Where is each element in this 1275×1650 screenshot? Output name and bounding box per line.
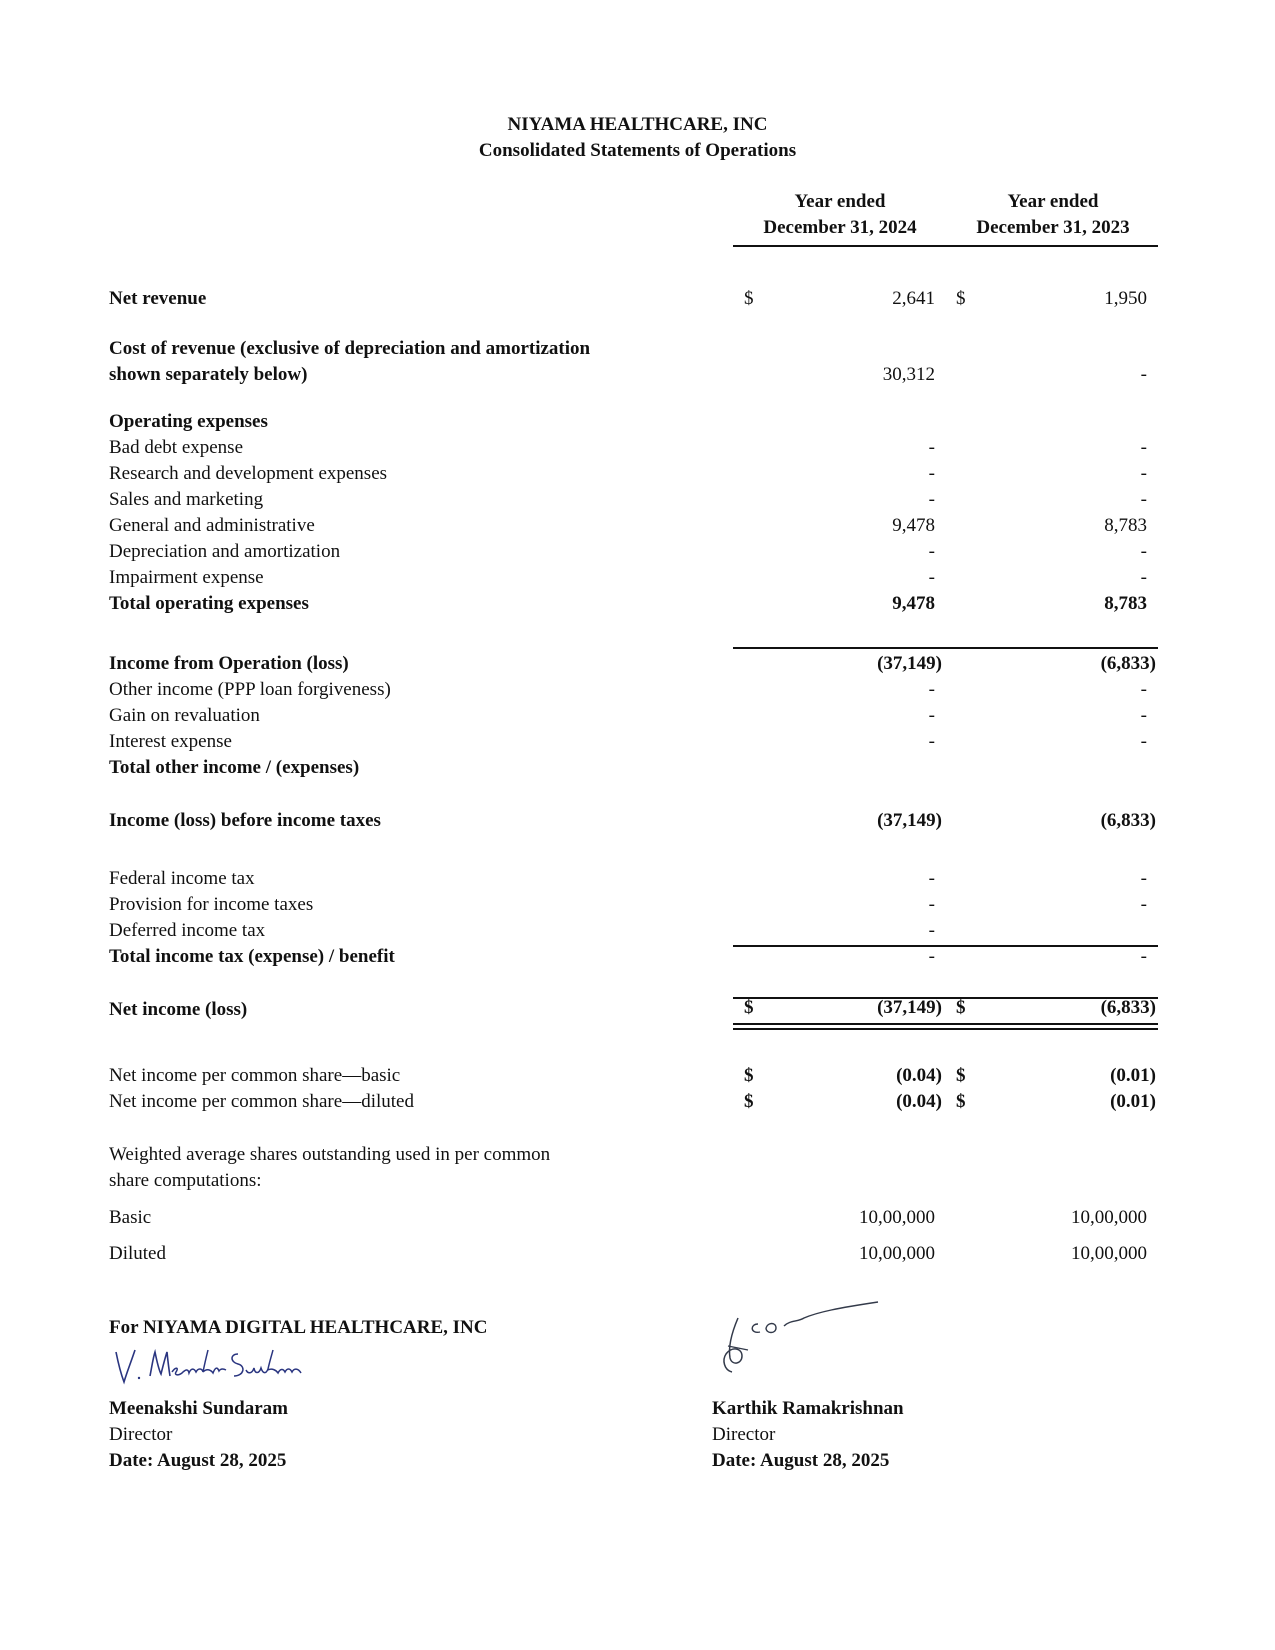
left-signatory-title: Director [109,1424,173,1445]
sales-2024: - [928,489,935,510]
impairment-2023: - [1140,567,1147,588]
income-operation-2024: (37,149) [877,653,942,674]
weighted-heading-2: share computations: [109,1170,262,1191]
provision-tax-2023: - [1140,894,1147,915]
bad-debt-label: Bad debt expense [109,437,244,458]
federal-tax-2023: - [1140,868,1147,889]
shares-diluted-label: Diluted [109,1243,166,1264]
currency-symbol: $ [744,997,754,1018]
statement-title: Consolidated Statements of Operations [478,140,797,161]
total-operating-2023: 8,783 [1104,593,1147,614]
shares-basic-2023: 10,00,000 [1071,1207,1147,1228]
gain-revaluation-2024: - [928,705,935,726]
net-income-2023: (6,833) [1100,997,1156,1018]
currency-symbol: $ [956,288,966,309]
provision-tax-2024: - [928,894,935,915]
col2-header-line2: December 31, 2023 [976,217,1130,238]
total-other-label: Total other income / (expenses) [109,757,360,778]
interest-expense-2024: - [928,731,935,752]
col2-header-line1: Year ended [1007,191,1099,212]
sales-label: Sales and marketing [109,489,264,510]
eps-diluted-2023: (0.01) [1110,1091,1156,1112]
net-income-double-rule-1 [733,1023,1158,1025]
research-2024: - [928,463,935,484]
other-income-label: Other income (PPP loan forgiveness) [109,679,391,700]
total-operating-2024: 9,478 [892,593,935,614]
signature-karthik [718,1298,888,1378]
cost-of-revenue-label-2: shown separately below) [109,364,308,385]
cost-of-revenue-2024: 30,312 [882,364,935,385]
interest-expense-label: Interest expense [109,731,232,752]
operation-rule [733,647,1158,649]
impairment-label: Impairment expense [109,567,264,588]
net-revenue-2024: 2,641 [892,288,935,309]
currency-symbol: $ [956,1065,966,1086]
currency-symbol: $ [956,997,966,1018]
research-2023: - [1140,463,1147,484]
provision-tax-label: Provision for income taxes [109,894,314,915]
operating-expenses-heading: Operating expenses [109,411,268,432]
bad-debt-2023: - [1140,437,1147,458]
total-tax-2023: - [1140,946,1147,967]
eps-basic-2024: (0.04) [896,1065,942,1086]
shares-basic-2024: 10,00,000 [859,1207,935,1228]
for-company: For NIYAMA DIGITAL HEALTHCARE, INC [109,1317,488,1338]
eps-diluted-label: Net income per common share—diluted [109,1091,414,1112]
income-operation-label: Income from Operation (loss) [109,653,349,674]
eps-basic-label: Net income per common share—basic [109,1065,401,1086]
bad-debt-2024: - [928,437,935,458]
cost-of-revenue-label-1: Cost of revenue (exclusive of depreciation and amortization [109,338,591,359]
income-operation-2023: (6,833) [1100,653,1156,674]
income-before-tax-2024: (37,149) [877,810,942,831]
left-signatory-date: Date: August 28, 2025 [109,1450,287,1471]
shares-basic-label: Basic [109,1207,152,1228]
federal-tax-2024: - [928,868,935,889]
right-signatory-name: Karthik Ramakrishnan [712,1398,904,1419]
impairment-2024: - [928,567,935,588]
cost-of-revenue-2023: - [1140,364,1147,385]
sales-2023: - [1140,489,1147,510]
signature-meenakshi [112,1340,312,1395]
net-income-2024: (37,149) [877,997,942,1018]
other-income-2024: - [928,679,935,700]
deferred-tax-label: Deferred income tax [109,920,266,941]
research-label: Research and development expenses [109,463,388,484]
depreciation-2023: - [1140,541,1147,562]
col1-header-line1: Year ended [794,191,886,212]
net-revenue-2023: 1,950 [1104,288,1147,309]
eps-basic-2023: (0.01) [1110,1065,1156,1086]
gain-revaluation-label: Gain on revaluation [109,705,260,726]
col1-header-line2: December 31, 2024 [763,217,917,238]
net-income-double-rule-2 [733,1028,1158,1030]
other-income-2023: - [1140,679,1147,700]
net-income-label: Net income (loss) [109,999,248,1020]
income-before-tax-label: Income (loss) before income taxes [109,810,381,831]
company-name: NIYAMA HEALTHCARE, INC [507,114,768,135]
general-label: General and administrative [109,515,315,536]
depreciation-2024: - [928,541,935,562]
general-2023: 8,783 [1104,515,1147,536]
shares-diluted-2024: 10,00,000 [859,1243,935,1264]
federal-tax-label: Federal income tax [109,868,255,889]
currency-symbol: $ [956,1091,966,1112]
interest-expense-2023: - [1140,731,1147,752]
depreciation-label: Depreciation and amortization [109,541,341,562]
currency-symbol: $ [744,1065,754,1086]
weighted-heading-1: Weighted average shares outstanding used in per common [109,1144,551,1165]
total-operating-label: Total operating expenses [109,593,309,614]
total-tax-2024: - [928,946,935,967]
left-signatory-name: Meenakshi Sundaram [109,1398,288,1419]
total-tax-label: Total income tax (expense) / benefit [109,946,395,967]
general-2024: 9,478 [892,515,935,536]
currency-symbol: $ [744,1091,754,1112]
income-before-tax-2023: (6,833) [1100,810,1156,831]
net-revenue-label: Net revenue [109,288,207,309]
right-signatory-date: Date: August 28, 2025 [712,1450,890,1471]
header-underline [733,245,1158,247]
currency-symbol: $ [744,288,754,309]
gain-revaluation-2023: - [1140,705,1147,726]
shares-diluted-2023: 10,00,000 [1071,1243,1147,1264]
right-signatory-title: Director [712,1424,776,1445]
deferred-tax-2024: - [928,920,935,941]
eps-diluted-2024: (0.04) [896,1091,942,1112]
